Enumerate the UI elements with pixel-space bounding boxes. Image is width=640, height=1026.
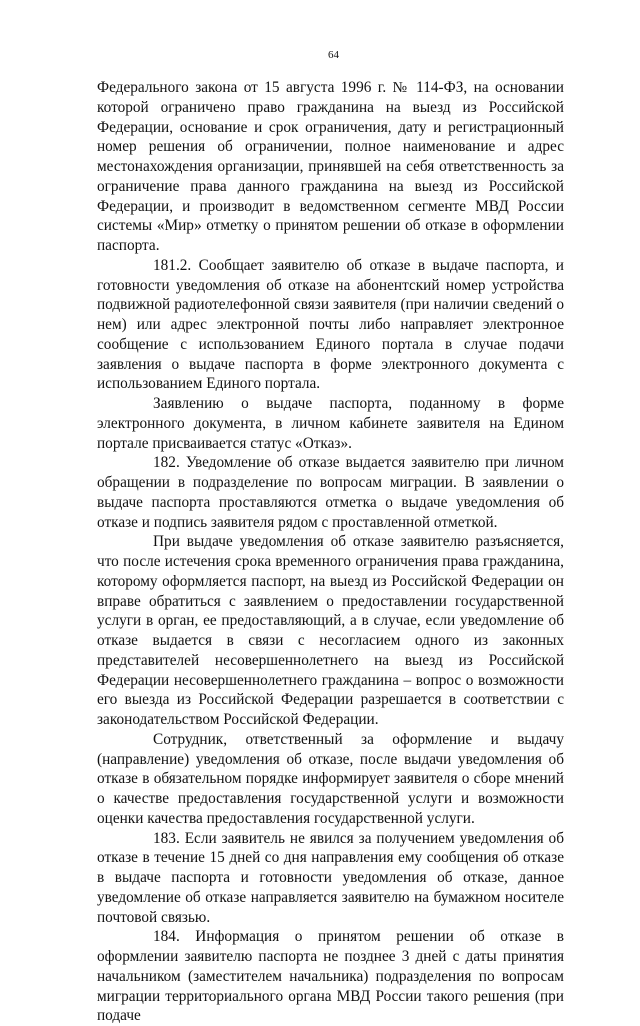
paragraph-181-2: 181.2. Сообщает заявителю об отказе в выдаче паспорта, и готовности уведомления об отказе на абонентский номер устройства подвижной радиотелефонной связи заявителя (при наличии сведений о нем) или адрес электронной почты либо направляет электронное сообщение с использованием Единого портала в случае подачи заявления о выдаче паспорта в форме электронного документа с использованием Единого портала. — [97, 256, 564, 393]
paragraph-employee: Сотрудник, ответственный за оформление и выдачу (направление) уведомления об отказе, после выдачи уведомления об отказе в обязательном порядке информирует заявителя о сборе мнений о качестве предоставления государственной услуги и возможности оценки качества предоставления государственной услуги. — [97, 730, 564, 827]
page-number: 64 — [328, 49, 339, 61]
paragraph-183: 183. Если заявитель не явился за получением уведомления об отказе в течение 15 дней со дня направления ему сообщения об отказе в выдаче паспорта и готовности уведомления об отказе, данное уведомление об отказе направляется заявителю на бумажном носителе почтовой связью. — [97, 829, 564, 926]
document-page — [97, 48, 564, 1026]
paragraph-explanation: При выдаче уведомления об отказе заявителю разъясняется, что после истечения срока временного ограничения права гражданина, которому оформляется паспорт, на выезд из Российской Федерации он вправе обратиться с заявлением о предоставлении государственной услуги в орган, ее предоставляющий, а в случае, если уведомление об отказе выдается в связи с несогласием одного из законных представителей несовершеннолетнего на выезд из Российской Федерации несовершеннолетнего гражданина – вопрос о возможности его выезда из Российской Федерации разрешается в соответствии с законодательством Российской Федерации. — [97, 533, 564, 728]
paragraph-continuation: Федерального закона от 15 августа 1996 г. № 114-ФЗ, на основании которой ограничено право гражданина на выезд из Российской Федерации, основание и срок ограничения, дату и регистрационный номер решения об ограничении, полное наименование и адрес местонахождения организации, принявшей на себя ответственность за ограничение права данного гражданина на выезд из Российской Федерации, и производит в ведомственном сегменте МВД России системы «Мир» отметку о принятом решении об отказе в оформлении паспорта. — [97, 79, 564, 254]
paragraph-184: 184. Информация о принятом решении об отказе в оформлении заявителю паспорта не позднее 3 дней с даты принятия начальником (заместителем начальника) подразделения по вопросам миграции территориального органа МВД России такого решения (при подаче — [97, 928, 564, 1025]
paragraph-182: 182. Уведомление об отказе выдается заявителю при личном обращении в подразделение по вопросам миграции. В заявлении о выдаче паспорта проставляются отметка о выдаче уведомления об отказе и подпись заявителя рядом с проставленной отметкой. — [97, 454, 564, 531]
paragraph-status-refusal: Заявлению о выдаче паспорта, поданному в форме электронного документа, в личном кабинете заявителя на Едином портале присваивается статус «Отказ». — [97, 395, 564, 452]
